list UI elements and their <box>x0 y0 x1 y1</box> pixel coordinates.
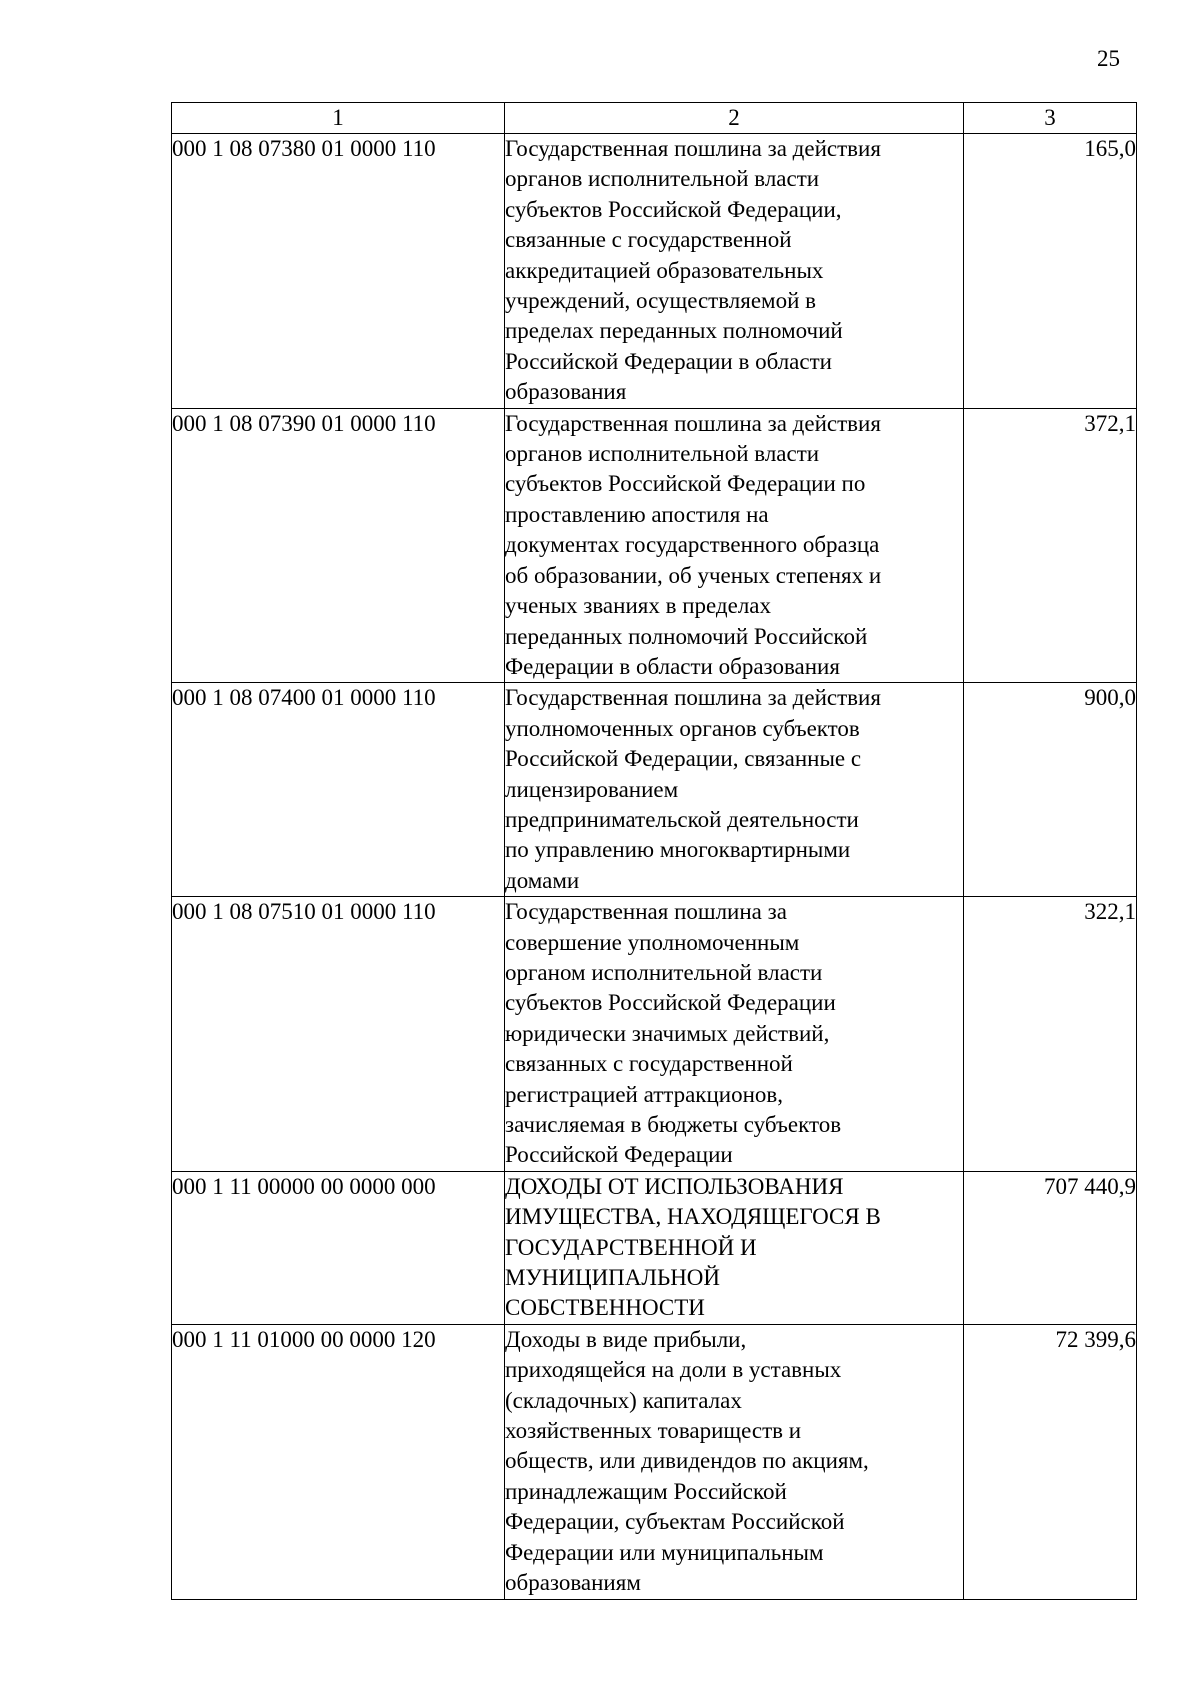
description-line: Доходы в виде прибыли, <box>505 1326 747 1352</box>
budget-code-cell: 000 1 08 07400 01 0000 110 <box>172 683 505 897</box>
description-line: (складочных) капиталах <box>505 1387 742 1413</box>
description-cell <box>505 134 964 409</box>
description-line: Федерации или муниципальным <box>505 1539 824 1565</box>
description-line: переданных полномочий Российской <box>505 623 868 649</box>
amount-cell: 322,1 <box>964 897 1137 1172</box>
description-line: Государственная пошлина за действия <box>505 410 881 436</box>
description-cell <box>505 683 964 897</box>
table-row <box>172 1171 1137 1324</box>
description-line: субъектов Российской Федерации, <box>505 196 842 222</box>
description-line: СОБСТВЕННОСТИ <box>505 1295 705 1321</box>
description-line: проставлению апостиля на <box>505 501 769 527</box>
description-line: образования <box>505 379 627 405</box>
description-line: юридически значимых действий, <box>505 1020 830 1046</box>
description-line: принадлежащим Российской <box>505 1478 787 1504</box>
description-line: Государственная пошлина за <box>505 899 787 925</box>
description-line: обществ, или дивидендов по акциям, <box>505 1448 869 1474</box>
description-line: хозяйственных товариществ и <box>505 1418 802 1444</box>
page-number: 25 <box>1097 46 1120 71</box>
table-row <box>172 897 1137 1172</box>
description-cell <box>505 897 964 1172</box>
revenue-table <box>171 102 1137 1600</box>
budget-code-cell: 000 1 11 01000 00 0000 120 <box>172 1324 505 1599</box>
description-line: уполномоченных органов субъектов <box>505 715 860 741</box>
description-line: органов исполнительной власти <box>505 441 820 467</box>
table-row <box>172 408 1137 683</box>
amount-cell: 72 399,6 <box>964 1324 1137 1599</box>
description-cell <box>505 1171 964 1324</box>
description-line: Федерации, субъектам Российской <box>505 1509 845 1535</box>
description-line: по управлению многоквартирными <box>505 837 851 863</box>
amount-cell: 372,1 <box>964 408 1137 683</box>
description-line: Российской Федерации, связанные с <box>505 746 862 772</box>
column-header-code: 1 <box>172 103 505 134</box>
budget-code-cell: 000 1 08 07510 01 0000 110 <box>172 897 505 1172</box>
description-line: Государственная пошлина за действия <box>505 685 881 711</box>
description-line: МУНИЦИПАЛЬНОЙ <box>505 1265 721 1291</box>
description-line: пределах переданных полномочий <box>505 318 843 344</box>
description-line: ГОСУДАРСТВЕННОЙ И <box>505 1234 757 1260</box>
table-row <box>172 134 1137 409</box>
description-cell <box>505 408 964 683</box>
description-line: органов исполнительной власти <box>505 166 820 192</box>
description-line: Федерации в области образования <box>505 653 840 679</box>
description-line: документах государственного образца <box>505 532 880 558</box>
description-line: Российской Федерации в области <box>505 348 832 374</box>
description-line: образованиям <box>505 1570 641 1596</box>
description-line: лицензированием <box>505 776 679 802</box>
budget-code-cell: 000 1 08 07390 01 0000 110 <box>172 408 505 683</box>
description-line: домами <box>505 867 580 893</box>
description-line: об образовании, об ученых степенях и <box>505 562 882 588</box>
description-line: предпринимательской деятельности <box>505 806 859 832</box>
description-line: Российской Федерации <box>505 1142 733 1168</box>
description-line: органом исполнительной власти <box>505 959 823 985</box>
description-line: учреждений, осуществляемой в <box>505 288 817 314</box>
description-line: субъектов Российской Федерации <box>505 990 836 1016</box>
column-header-amount: 3 <box>964 103 1137 134</box>
column-header-description: 2 <box>505 103 964 134</box>
description-line: связанные с государственной <box>505 227 792 253</box>
description-line: Государственная пошлина за действия <box>505 136 881 161</box>
description-line: ученых званиях в пределах <box>505 593 772 619</box>
table-header-row <box>172 103 1137 134</box>
table-row <box>172 1324 1137 1599</box>
description-cell <box>505 1324 964 1599</box>
description-line: регистрацией аттракционов, <box>505 1081 783 1107</box>
description-line: субъектов Российской Федерации по <box>505 471 866 497</box>
description-line: приходящейся на доли в уставных <box>505 1357 842 1383</box>
budget-code-cell: 000 1 11 00000 00 0000 000 <box>172 1171 505 1324</box>
amount-cell: 900,0 <box>964 683 1137 897</box>
budget-code-cell: 000 1 08 07380 01 0000 110 <box>172 134 505 409</box>
amount-cell: 165,0 <box>964 134 1137 409</box>
table-row <box>172 683 1137 897</box>
description-line: связанных с государственной <box>505 1051 793 1077</box>
description-line: ДОХОДЫ ОТ ИСПОЛЬЗОВАНИЯ <box>505 1173 844 1199</box>
description-line: совершение уполномоченным <box>505 929 800 955</box>
description-line: аккредитацией образовательных <box>505 257 824 283</box>
description-line: ИМУЩЕСТВА, НАХОДЯЩЕГОСЯ В <box>505 1204 881 1230</box>
description-line: зачисляемая в бюджеты субъектов <box>505 1112 842 1137</box>
amount-cell: 707 440,9 <box>964 1171 1137 1324</box>
